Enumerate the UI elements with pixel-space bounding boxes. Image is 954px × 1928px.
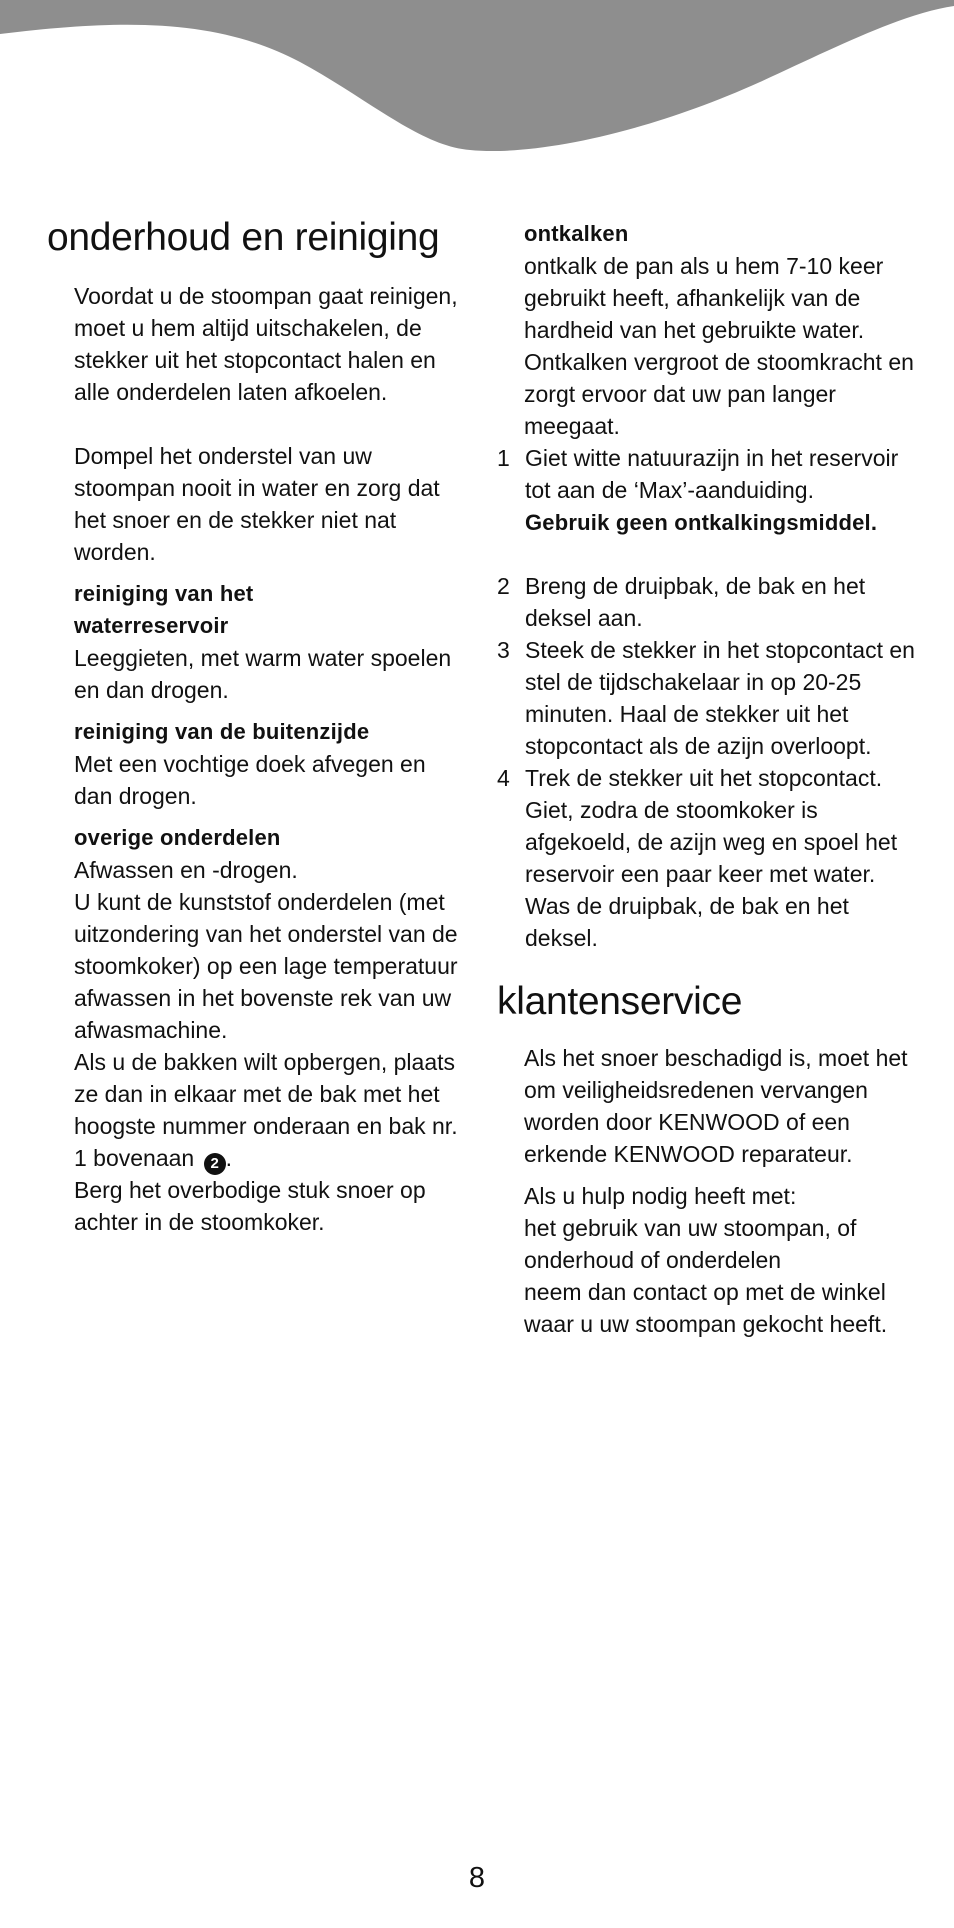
other-parts-line-3	[74, 1046, 464, 1175]
step-number: 4	[497, 765, 510, 791]
section-title-customer-service: klantenservice	[497, 980, 743, 1023]
subheading-descale: ontkalken	[524, 221, 629, 246]
figure-reference-suffix: .	[225, 1145, 233, 1171]
step-number: 1	[497, 445, 510, 471]
service-line-2: het gebruik van uw stoompan, of onderhoud of onderdelen	[524, 1215, 857, 1273]
other-parts-line-1: Afwassen en -drogen.	[74, 857, 298, 883]
descale-intro: ontkalk de pan als u hem 7-10 keer gebruikt heeft, afhankelijk van de hardheid van het gebruikte water. Ontkalken vergroot de stoomkracht en zorgt ervoor dat uw pan langer meegaat.	[524, 253, 914, 439]
section-title-maintenance: onderhoud en reiniging	[47, 216, 440, 259]
other-parts-line-3-text: Als u de bakken wilt opbergen, plaats ze dan in elkaar met de bak met het hoogste nummer onderaan en bak nr. 1 bovenaan	[74, 1049, 458, 1171]
water-reservoir-text: Leeggieten, met warm water spoelen en dan drogen.	[74, 645, 452, 703]
step-number: 3	[497, 637, 510, 663]
step-text: Giet witte natuurazijn in het reservoir tot aan de ‘Max’-aanduiding.	[525, 445, 899, 503]
service-line-1: Als u hulp nodig heeft met:	[524, 1183, 797, 1209]
subheading-water-reservoir: reiniging van het waterreservoir	[74, 581, 254, 638]
maintenance-intro-2: Dompel het onderstel van uw stoompan nooit in water en zorg dat het snoer en de stekker niet nat worden.	[74, 443, 440, 565]
step-text: Breng de druipbak, de bak en het deksel aan.	[525, 573, 866, 631]
service-paragraph-1: Als het snoer beschadigd is, moet het om veiligheidsredenen vervangen worden door KENWOOD of een erkende KENWOOD reparateur.	[524, 1045, 908, 1167]
figure-reference-badge: 2	[204, 1153, 226, 1175]
subheading-other-parts: overige onderdelen	[74, 825, 281, 850]
header-wave-decoration	[0, 0, 954, 160]
maintenance-intro-1: Voordat u de stoompan gaat reinigen, moet u hem altijd uitschakelen, de stekker uit het stopcontact halen en alle onderdelen laten afkoelen.	[74, 283, 458, 405]
other-parts-line-2: U kunt de kunststof onderdelen (met uitzondering van het onderstel van de stoomkoker) op een lage temperatuur afwassen in het bovenste rek van uw afwasmachine.	[74, 889, 458, 1043]
step-text: Trek de stekker uit het stopcontact. Giet, zodra de stoomkoker is afgekoeld, de azijn weg en spoel het reservoir een paar keer met water. Was de druipbak, de bak en het deksel.	[525, 765, 898, 951]
subheading-exterior: reiniging van de buitenzijde	[74, 719, 370, 744]
step-number: 2	[497, 573, 510, 599]
page-number: 8	[468, 1862, 486, 1894]
step-text: Steek de stekker in het stopcontact en stel de tijdschakelaar in op 20-25 minuten. Haal de stekker uit het stopcontact als de azijn overloopt.	[525, 637, 915, 759]
service-line-3: neem dan contact op met de winkel waar u uw stoompan gekocht heeft.	[524, 1279, 888, 1337]
other-parts-line-4: Berg het overbodige stuk snoer op achter in de stoomkoker.	[74, 1177, 426, 1235]
exterior-text: Met een vochtige doek afvegen en dan drogen.	[74, 751, 426, 809]
step-warning: Gebruik geen ontkalkingsmiddel.	[525, 510, 878, 535]
